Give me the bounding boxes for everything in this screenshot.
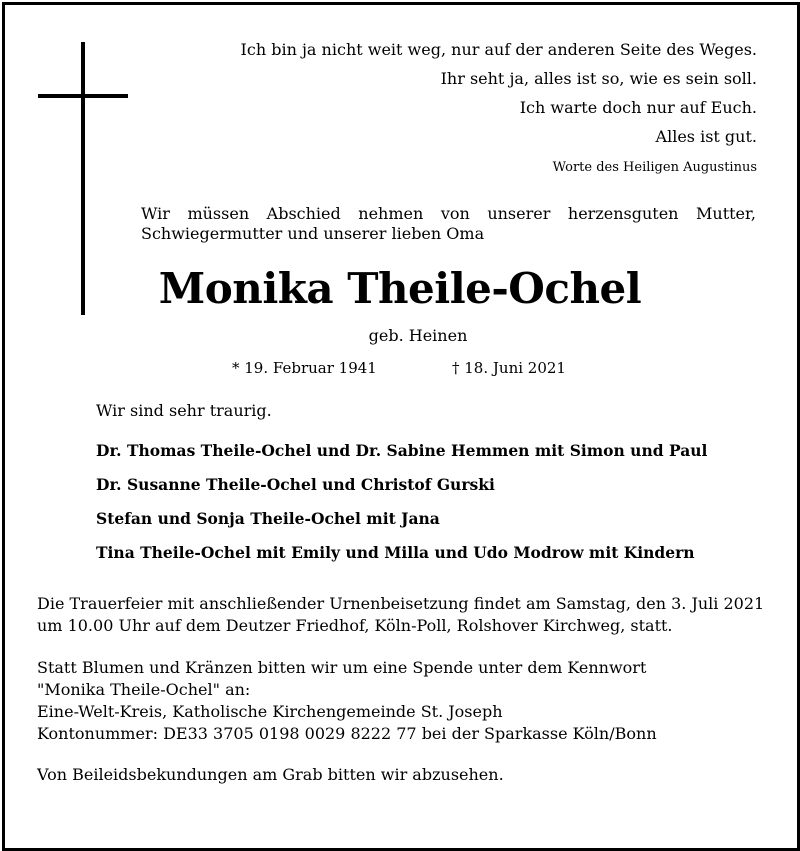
mourner-entry: Dr. Thomas Theile-Ochel und Dr. Sabine Hemmen mit Simon und Paul <box>96 441 708 460</box>
condolences-note: Von Beileidsbekundungen am Grab bitten wir abzusehen. <box>37 765 504 784</box>
donation-line: Statt Blumen und Kränzen bitten wir um eine Spende unter dem Kennwort <box>37 658 647 677</box>
donation-line: "Monika Theile-Ochel" an: <box>37 680 251 699</box>
mourner-entry: Tina Theile-Ochel mit Emily und Milla und Udo Modrow mit Kindern <box>96 543 695 562</box>
poem-attribution: Worte des Heiligen Augustinus <box>552 160 757 175</box>
donation-info <box>37 657 767 745</box>
donation-line: Kontonummer: DE33 3705 0198 0029 8222 77 bei der Sparkasse Köln/Bonn <box>37 724 657 743</box>
poem-line: Ich warte doch nur auf Euch. <box>519 98 757 117</box>
mourner-entry: Dr. Susanne Theile-Ochel und Christof Gurski <box>96 475 495 494</box>
ceremony-info <box>37 593 767 637</box>
poem-line: Alles ist gut. <box>655 127 757 146</box>
farewell-intro: Wir müssen Abschied nehmen von unserer herzensguten Mutter, Schwiegermutter und unserer lieben Oma <box>141 204 756 243</box>
birth-date: * 19. Februar 1941 <box>232 359 377 377</box>
ceremony-line: Die Trauerfeier mit anschließender Urnenbeisetzung findet am Samstag, den 3. Juli 2021 <box>37 594 765 613</box>
poem <box>117 40 757 177</box>
sad-line: Wir sind sehr traurig. <box>96 401 272 420</box>
poem-line: Ihr seht ja, alles ist so, wie es sein soll. <box>440 69 757 88</box>
deceased-name: Monika Theile-Ochel <box>158 264 642 313</box>
cross-icon-bar <box>38 94 128 98</box>
mourner-entry: Stefan und Sonja Theile-Ochel mit Jana <box>96 509 440 528</box>
maiden-name: geb. Heinen <box>368 326 468 345</box>
ceremony-line: um 10.00 Uhr auf dem Deutzer Friedhof, Köln-Poll, Rolshover Kirchweg, statt. <box>37 616 673 635</box>
donation-line: Eine-Welt-Kreis, Katholische Kirchengemeinde St. Joseph <box>37 702 503 721</box>
death-date: † 18. Juni 2021 <box>452 359 566 377</box>
mourners-list <box>96 440 776 576</box>
poem-line: Ich bin ja nicht weit weg, nur auf der anderen Seite des Weges. <box>240 40 757 59</box>
